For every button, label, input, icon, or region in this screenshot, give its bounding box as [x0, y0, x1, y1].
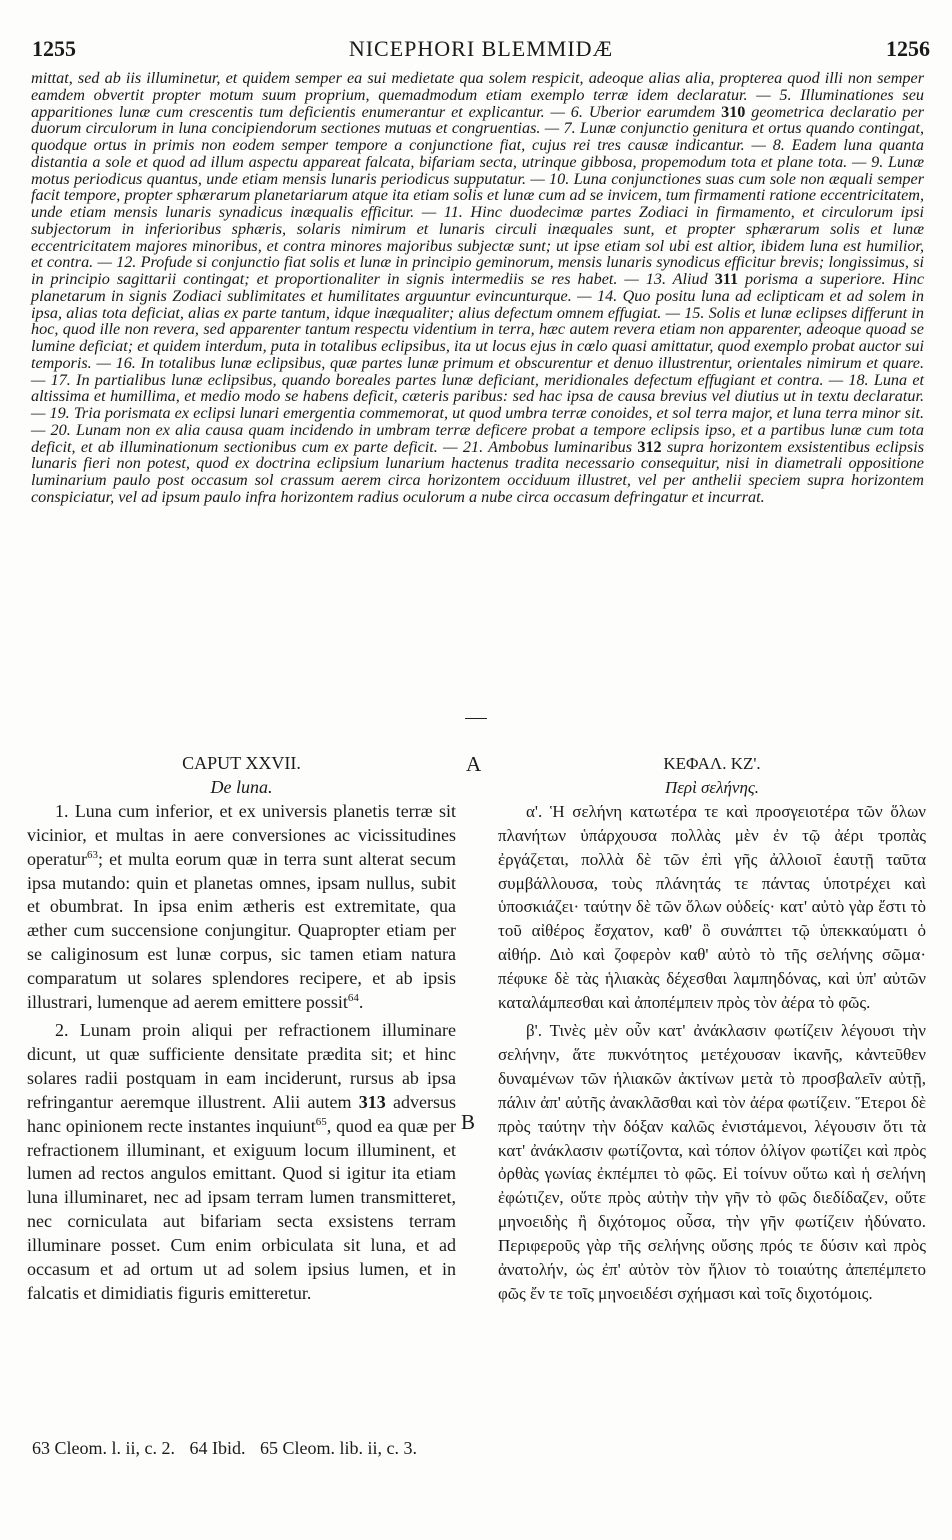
- footnote-64: 64 Ibid.: [189, 1438, 246, 1458]
- summary-text-1: mittat, sed ab iis illuminetur, et quidem semper ea sui medietate qua solem respicit, adeoque alias alia, propterea quod illi non semper eamdem obvertit propter motum suum proprium, quemadmodum etiam exemplo terræ idem declaratur. — 5. Illuminationes seu apparitiones lunæ cum crescentis tum deficientis enumerantur et explicantur. — 6. Uberior earumdem: [31, 69, 924, 121]
- footnote-ref: 65: [315, 1115, 327, 1128]
- greek-paragraph-1: α'. Ἡ σελήνη κατωτέρα τε καὶ προσγειοτέρα τῶν ὅλων πλανήτων ὑπάρχουσα πολλὰς μὲν ἐν τῷ ἀέρι τροπὰς ἐργάζεται, πολλὰ δὲ τῶν ἐπὶ γῆς ἀλλοιοῖ ἑαυτῇ ταῦτα συμβάλλουσα, τοὺς πλάνητάς τε πάντας ὑποτρέχει καὶ ὑποσκιάζει· ταύτην δὲ τῶν ὅλων οὐδείς· κατ' αὐτὸ γὰρ ἔστι τὸ τοῦ αἰθέρος ἔσχατον, καθ' ὃ συνάπτει τῷ ὑπεκκαύματι ὁ αἰθήρ. Διὸ καὶ ζοφερὸν καθ' αὐτὸ τὸ τῆς σελήνης σῶμα· πέφυκε δὲ τὰς ἡλιακὰς δέχεσθαι λαμπηδόνας, καὶ ὑπ' αὐτῶν καταλάμπεσθαι καὶ ἀποπέμπειν πρὸς τὸν ἀέρα τὸ φῶς.: [498, 801, 926, 1013]
- latin-chapter-title: CAPUT XXVII.: [182, 753, 301, 773]
- greek-chapter-subtitle: Περὶ σελήνης.: [664, 777, 760, 797]
- latin-paragraph-1: 1. Luna cum inferior, et ex universis planetis terræ sit vicinior, et multas in aere conversiones ac vicissitudines operatur$^{63}$; et multa eorum quæ in terra sunt alterat secum ipsa mutando: quin et planetas omnes, ipsam nullus, subit et obumbrat. In ipsa enim ætheris est extremitate, qua æther cum succensione conjungitur. Quapropter etiam per se caliginosum est lunæ corpus, sic tamen etiam natura comparatum ut solares splendores recipere, et ab ipsis illustrari, lumenque ad aerem emittere possit$^{64}$.: [27, 800, 456, 1013]
- greek-paragraph-2: β'. Τινὲς μὲν οὖν κατ' ἀνάκλασιν φωτίζειν λέγουσι τὴν σελήνην, ἅτε πυκνότητος μετέχουσαν ἱκανῆς, κἀντεῦθεν δυναμένων τῶν ἡλιακῶν ἀκτίνων μετὰ τὸ προσβαλεῖν αὐτῇ, πάλιν ἀπ' αὐτῆς ἀνακλᾶσθαι καὶ τὸν ἀέρα φωτίζειν. Ἕτεροι δὲ πρὸς ταύτην τὴν δόξαν καλῶς ἐνιστάμενοι, λέγουσιν ὅτι τὰ κατ' ἀνάκλασιν φωτίζοντα, καὶ τόπον ὀλίγον φωτίζει καὶ πρὸς ὀρθὰς γωνίας ἐκπέμπει τὸ φῶς. Εἰ τοίνυν οὕτω καὶ ἡ σελήνη ἐφώτιζεν, οὔτε πρὸς αὐτὴν τὴν γῆν τὸ φῶς διεδίδαζεν, οὔτε μηνοειδὴς ἢ διχότομος οὖσα, τὴν γῆν φωτίζειν ἠδύνατο. Περιφεροῦς γὰρ τῆς σελήνης οὔσης πρός τε δύσιν καὶ πρὸς ἀνατολήν, ὡς ἐπ' αὐτὸν τὸν ἥλιον τὸ τοιαύτης ἀπεπέμπετο φῶς ἔν τε τοῖς μηνοειδέσι σχήμασι καὶ τοῖς διχοτόμοις.: [498, 1020, 926, 1303]
- running-title: NICEPHORI BLEMMIDÆ: [348, 36, 614, 61]
- margin-letter-a: A: [466, 752, 482, 776]
- page-number-left: 1255: [32, 36, 76, 61]
- chapter-summary: [31, 70, 924, 506]
- footnotes: [32, 1438, 632, 1459]
- column-marker: 313: [358, 1091, 386, 1112]
- footnote-ref: 64: [347, 992, 359, 1005]
- column-marker: 312: [637, 437, 662, 456]
- summary-text-4: supra horizontem exsistentibus eclipsis lunaris fieri non potest, quod ex doctrina eclipsium lunarium hactenus tradita necessario consequitur, nisi in diametrali oppositione luminarium paulo post occasum sol crassum aerem circa horizontem occiduum illustret, vel per anthelii speciem supra horizontem conspiciatur, vel ad ipsum paulo infra horizontem radius oculorum a nube circa occasum defringatur et incurrat.: [31, 437, 924, 506]
- margin-letter-b: B: [461, 1110, 476, 1134]
- latin-column: [27, 752, 456, 1306]
- summary-text-3: porisma a superiore. Hinc planetarum in signis Zodiaci sublimitates et humilitates arguuntur evincunturque. — 14. Quo positu luna ad eclipticam et ad solem in ipsa, alias tota deficiat, alias ex parte tantum, idque inæqualiter; alius defectum omnem effugiat. — 15. Solis et lunæ eclipses differunt in hoc, quod ille non revera, sed apparenter tantum respectu videntium in terra, hæc autem revera etiam non apparenter, adeoque quoad se lumine deficiat; et quidem interdum, puta in totalibus eclipsibus, ita ut locus ejus in cœlo quasi amittatur, quod exemplo probat auctor sui temporis. — 16. In totalibus lunæ eclipsibus, quæ partes lunæ primum et obscurentur et denuo illustrentur, orientales nimirum et quare. — 17. In partialibus lunæ eclipsibus, quando boreales partes lunæ deficiant, meridionales defectum effugiant et contra. — 18. Luna et altissima et humillima, et medio modo se habens deficit, cæteris paribus: sed hac ipsa de causa brevius vel diutius ut in textu declaratur. — 19. Tria porismata ex eclipsi lunari emergentia commemorat, ut quod umbra terræ conoides, et sol terra major, et luna terra minor sit. — 20. Lunam non ex alia causa quam incidendo in umbram terræ deficere probat a tempore eclipsis ipso, et a partibus lunæ cum tota deficit, et ab illuminationum sectionibus cum ex parte deficit. — 21. Ambobus luminaribus: [31, 270, 924, 456]
- footnote-65: 65 Cleom. lib. ii, c. 3.: [260, 1438, 417, 1458]
- latin-chapter-subtitle: De luna.: [210, 776, 273, 797]
- separator-rule: [465, 718, 487, 719]
- greek-column: [498, 752, 926, 1306]
- page-number-right: 1256: [886, 36, 930, 61]
- running-header: [32, 36, 930, 64]
- column-marker: 311: [714, 270, 739, 288]
- summary-text-2: geometrica declaratio per duorum circulorum in luna concipiendorum sectiones mutuas et congruentias. — 7. Lunæ conjunctio genitura et ortus quando contingat, quodque ortus in primis non eodem semper tempore a conjunctione fiat, cujus rei tres causæ indicantur. — 8. Eadem luna quanta distantia a sole et quod ad illum aspectu appareat falcata, bifariam secta, utrinque gibbosa, propemodum tota et plane tota. — 9. Lunæ motus periodicus quantus, unde etiam mensis lunaris periodicus supputatur. — 10. Luna conjunctiones suas cum sole non æquali semper facit tempore, propter sphærarum planetariarum atque ita etiam solis et lunæ cum ad se invicem, tum firmamenti ratione eccentricitatem, unde etiam mensis lunaris synadicus inæqualis efficitur. — 11. Hinc duodecimæ partes Zodiaci in firmamento, et circulorum ipsi subjectorum in inferioribus sphæris, solaris nimirum et lunaris circuli inæquales sunt, et propter sphærarum solis et lunæ eccentricitatem majores minoribus, et contra minores majoribus subjectæ sunt; ut ipse etiam sol ubi est altior, ibidem luna est humilior, et contra. — 12. Profude si conjunctio fiat solis et lunæ in principio geminorum, mensis lunaris synodicus efficitur brevis; longissimus, si in principio sagittarii contingat; et proportionaliter in signis intermediis se res habet. — 13. Aliud: [31, 102, 924, 288]
- latin-paragraph-2: 2. Lunam proin aliqui per refractionem illuminare dicunt, ut quæ sufficiente densitate prædita sit; et hinc solares radii postquam in eam inciderunt, rursus ab ipsa refringantur aeremque illustrent. Alii autem 313 adversus hanc opinionem recte instantes inquiunt$^{65}$, quod ea quæ per refractionem illuminant, et exiguum locum illuminent, et lumen ad rectos angulos emittant. Quod si igitur ita etiam luna illuminaret, nec ad ipsam terram lumen transmitteret, nec corniculata aut bifariam secta exsistens terram illuminare posset. Cum enim orbiculata sit luna, et ad occasum et ad ortum ut ad solem ipsius lumen, et in falcatis et dimidiatis figuris emitteretur.: [27, 1019, 457, 1303]
- footnote-ref: 63: [86, 848, 98, 861]
- column-marker: 310: [721, 102, 746, 121]
- greek-chapter-title: ΚΕΦΑΛ. ΚΖ'.: [663, 754, 761, 773]
- footnote-63: 63 Cleom. l. ii, c. 2.: [32, 1438, 175, 1458]
